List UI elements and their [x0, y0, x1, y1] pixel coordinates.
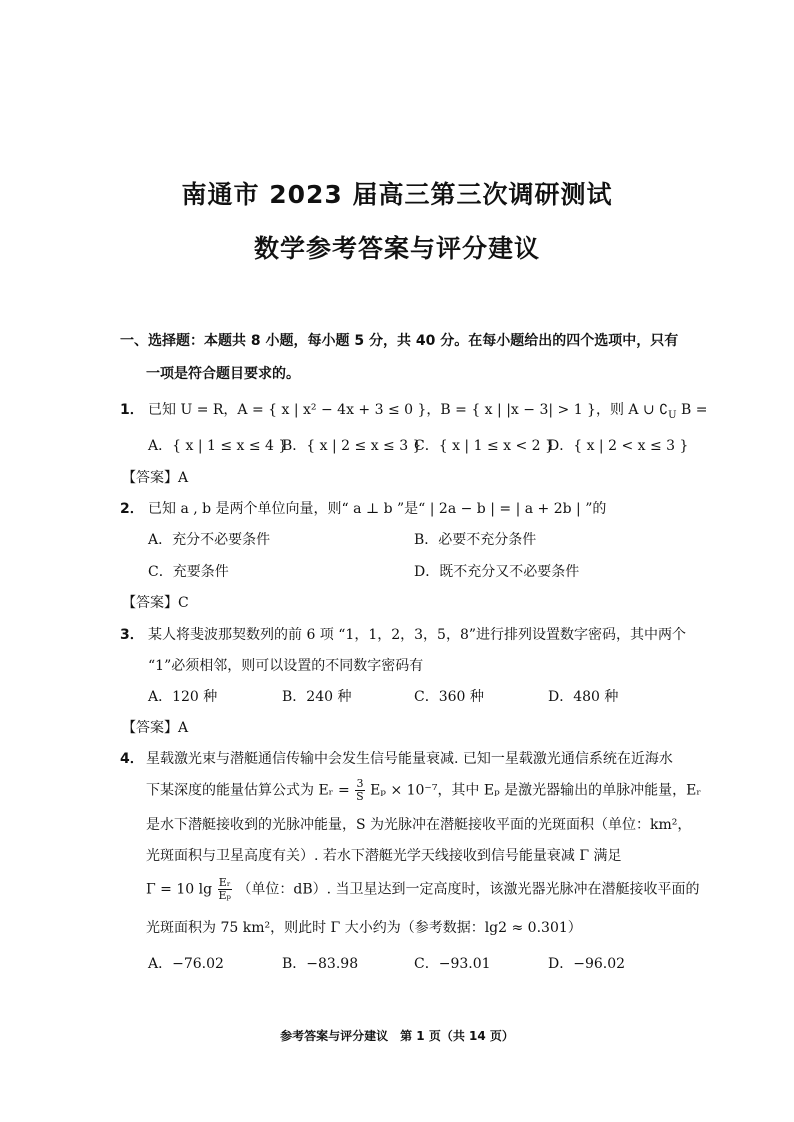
q2-stem: 已知 a , b 是两个单位向量，则“ a ⊥ b ”是“ | 2a − b | = | a + 2b | ”的 — [148, 501, 607, 517]
q4-line2-part-a: 下某深度的能量估算公式为 Eᵣ = — [146, 782, 350, 799]
q3-number: 3． — [120, 627, 144, 643]
q2-answer: 【答案】C — [122, 595, 189, 611]
q2-option-b: B．必要不充分条件 — [414, 532, 537, 548]
q4-option-c: C．−93.01 — [414, 956, 491, 972]
q4-stem-line3: 是水下潜艇接收到的光脉冲能量，S 为光脉冲在潜艇接收平面的光斑面积（单位：km²， — [146, 817, 692, 833]
q4-frac1-num: 3 — [356, 777, 364, 790]
page-footer: 参考答案与评分建议 第 1 页（共 14 页） — [280, 1029, 514, 1043]
q4-frac1-den: S — [356, 790, 364, 803]
q2-option-d: D．既不充分又不必要条件 — [414, 564, 580, 580]
q4-option-b: B．−83.98 — [282, 956, 359, 972]
q3-option-b: B．240 种 — [282, 689, 352, 705]
q3-answer: 【答案】A — [122, 720, 189, 736]
q4-line5-part-a: Γ = 10 lg — [146, 881, 213, 898]
q1-stem-formula: U = R，A = { x | x² − 4x + 3 ≤ 0 }，B = { x | |x − 3| > 1 }，则 A ∪ ∁ — [180, 402, 669, 418]
q4-option-a: A．−76.02 — [148, 956, 224, 972]
section-heading-line1: 一、选择题：本题共 8 小题，每小题 5 分，共 40 分。在每小题给出的四个选项中，只有 — [120, 333, 679, 349]
q1-option-a: A．{ x | 1 ≤ x ≤ 4 } — [148, 438, 288, 454]
q4-fraction-3-over-s — [355, 778, 365, 803]
q1-stem-sub: U — [668, 409, 677, 421]
page-title: 南通市 2023 届高三第三次调研测试 — [181, 180, 613, 209]
q1-stem-end: B = — [680, 402, 708, 418]
q4-stem-line2 — [146, 778, 701, 803]
q4-line2-part-b: Eₚ × 10⁻⁷，其中 Eₚ 是激光器输出的单脉冲能量，Eᵣ — [370, 782, 702, 799]
q4-number: 4． — [120, 751, 144, 767]
section-heading-line2: 一项是符合题目要求的。 — [146, 366, 300, 382]
q3-stem-line1: 某人将斐波那契数列的前 6 项 “1，1，2，3，5，8”进行排列设置数字密码，其中两个 — [148, 627, 687, 643]
q1-option-b: B．{ x | 2 ≤ x ≤ 3 } — [282, 438, 422, 454]
q3-stem-line2: “1”必须相邻，则可以设置的不同数字密码有 — [148, 658, 424, 674]
q2-option-c: C．充要条件 — [148, 564, 229, 580]
q3-option-c: C．360 种 — [414, 689, 484, 705]
q4-frac2-den: Eₚ — [218, 889, 231, 902]
q1-stem-prefix: 已知 — [148, 402, 176, 418]
q4-option-d: D．−96.02 — [548, 956, 626, 972]
q3-option-a: A．120 种 — [148, 689, 218, 705]
q4-stem-line4: 光斑面积与卫星高度有关）. 若水下潜艇光学天线接收到信号能量衰减 Γ 满足 — [146, 848, 622, 864]
q2-option-a: A．充分不必要条件 — [148, 532, 271, 548]
q4-stem-line1: 星载激光束与潜艇通信传输中会发生信号能量衰减. 已知一星载激光通信系统在近海水 — [146, 751, 673, 767]
q1-option-c: C．{ x | 1 ≤ x < 2 } — [414, 438, 554, 454]
q1-number: 1． — [120, 402, 144, 418]
q4-fraction-er-over-ep — [218, 877, 232, 902]
q4-frac2-num: Eᵣ — [218, 876, 231, 889]
page-subtitle: 数学参考答案与评分建议 — [253, 234, 540, 263]
q1-answer: 【答案】A — [122, 470, 189, 486]
q4-stem-line6: 光斑面积为 75 km²，则此时 Γ 大小约为（参考数据：lg2 ≈ 0.301） — [146, 920, 582, 936]
q2-number: 2． — [120, 501, 144, 517]
q4-line5-part-b: （单位：dB）. 当卫星达到一定高度时，该激光器光脉冲在潜艇接收平面的 — [237, 881, 700, 898]
q3-option-d: D．480 种 — [548, 689, 619, 705]
q1-option-d: D．{ x | 2 < x ≤ 3 } — [548, 438, 689, 454]
q4-stem-line5 — [146, 877, 700, 902]
q1-stem — [148, 400, 707, 426]
